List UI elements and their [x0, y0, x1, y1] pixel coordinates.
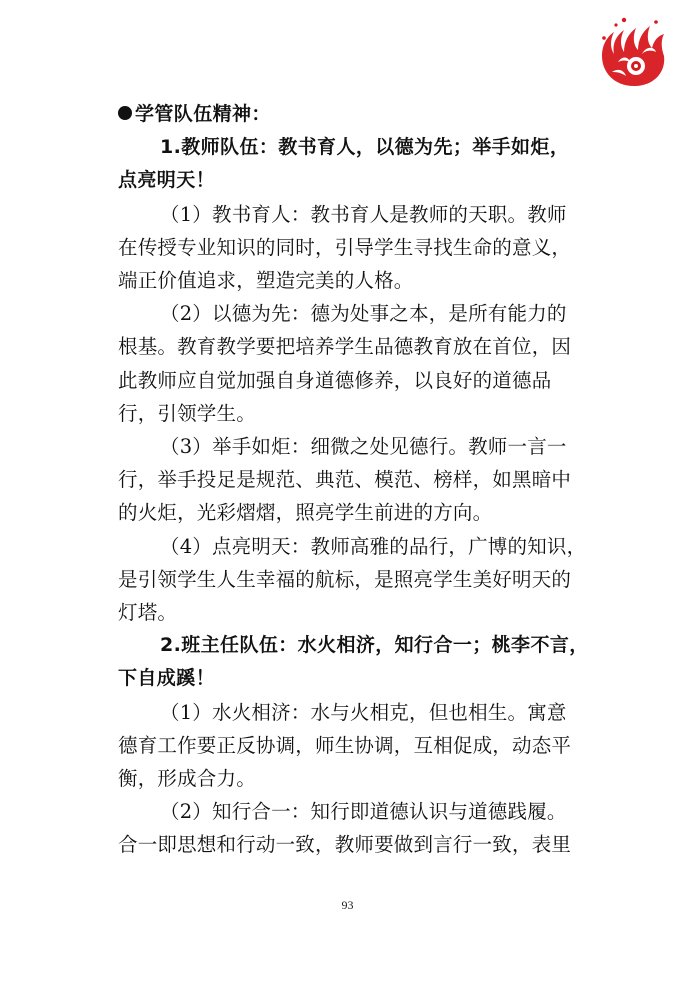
page-number: 93: [341, 898, 354, 912]
heading-text: 学管队伍精神：: [135, 103, 271, 125]
paragraph-line: 行，举手投足是规范、典范、模范、榜样，如黑暗中: [118, 468, 572, 492]
paragraph-line: （2）以德为先：德为处事之本，是所有能力的: [160, 302, 567, 326]
document-body: [118, 98, 590, 862]
paragraph-line: 此教师应自觉加强自身道德修养，以良好的道德品: [118, 368, 552, 392]
paragraph-line: 德育工作要正反协调，师生协调，互相促成，动态平: [118, 733, 572, 757]
heading: [118, 98, 590, 131]
paragraph-line: 合一即思想和行动一致，教师要做到言行一致，表里: [118, 833, 572, 857]
section-title: 下自成蹊！: [118, 667, 216, 690]
paragraph-line: 灯塔。: [118, 601, 178, 625]
paragraph-line: 端正价值追求，塑造完美的人格。: [118, 269, 414, 293]
paragraph-line: 根基。教育教学要把培养学生品德教育放在首位，因: [118, 335, 572, 359]
section-title: 1.教师队伍：教书育人，以德为先；举手如炬，: [160, 136, 570, 159]
paragraph-line: （1）水火相济：水与火相克，但也相生。寓意: [160, 700, 567, 724]
paragraph-line: 的火炬，光彩熠熠，照亮学生前进的方向。: [118, 501, 493, 525]
section-title: 2.班主任队伍：水火相济，知行合一；桃李不言，: [160, 634, 589, 657]
paragraph-line: （4）点亮明天：教师高雅的品行，广博的知识，: [160, 534, 587, 558]
paragraph-line: 是引领学生人生幸福的航标，是照亮学生美好明天的: [118, 567, 572, 591]
bullet-dot-icon: [118, 106, 132, 120]
paragraph-line: 行，引领学生。: [118, 401, 256, 425]
paragraph-line: 在传授专业知识的同时，引导学生寻找生命的意义，: [118, 235, 572, 259]
section-title: 点亮明天！: [118, 169, 216, 192]
phoenix-emblem-icon: [596, 16, 672, 92]
paragraph-line: （3）举手如炬：细微之处见德行。教师一言一: [160, 435, 567, 459]
paragraph-line: （2）知行合一：知行即道德认识与道德践履。: [160, 800, 567, 824]
paragraph-line: （1）教书育人：教书育人是教师的天职。教师: [160, 202, 567, 226]
paragraph-line: 衡，形成合力。: [118, 767, 256, 791]
